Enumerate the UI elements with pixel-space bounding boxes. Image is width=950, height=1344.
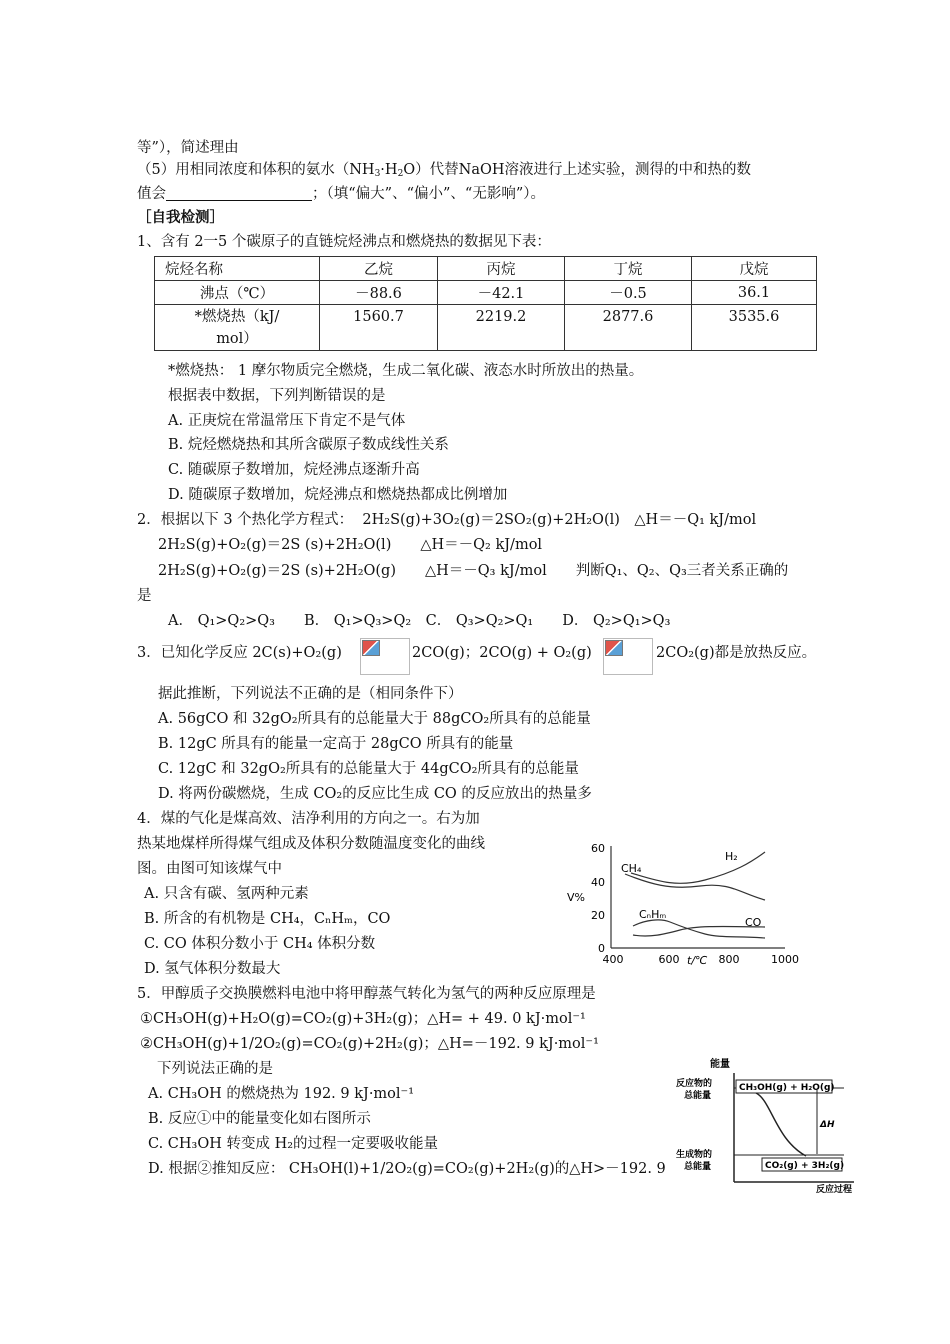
q2-stem (137, 510, 756, 530)
text: O）代替NaOH溶液进行上述实验，测得的中和热的数 (403, 162, 752, 178)
y-tick-label: 60 (591, 842, 605, 855)
table-cell: 2877.6 (565, 305, 692, 351)
reaction-arrow-image (603, 638, 653, 675)
x-axis-label: t/℃ (687, 954, 708, 967)
reaction-curve (756, 1093, 806, 1156)
table-cell: 丁烷 (565, 257, 692, 281)
q3-stem-b: 2CO(g)；2CO(g) + O₂(g) (412, 645, 592, 661)
q5-reaction-1: ①CH₃OH(g)+H₂O(g)=CO₂(g)+3H₂(g)；△H= + 49. 0 kJ·mol⁻¹ (140, 1011, 586, 1027)
section-title: ［自我检测］ (137, 209, 224, 226)
x-axis-label: 反应过程 (816, 1185, 853, 1195)
q2-equation-1: 2H₂S(g)+3O₂(g)＝2SO₂(g)+2H₂O(l) △H＝－Q₁ kJ/mol (362, 512, 757, 528)
q5-stem: 5．甲醇质子交换膜燃料电池中将甲醇蒸气转化为氢气的两种反应原理是 (137, 986, 596, 1002)
table-cell: －0.5 (565, 281, 692, 305)
x-tick-label: 600 (658, 953, 680, 966)
q5-option-d: D. 根据②推知反应： CH₃OH(l)+1/2O₂(g)=CO₂(g)+2H₂(g)的△H>－192. 9 (148, 1161, 666, 1177)
q1-stem: 1、含有 2一5 个碳原子的直链烷烃沸点和燃烧热的数据见下表： (137, 234, 551, 250)
table-row (155, 305, 817, 351)
q3-ask: 据此推断，下列说法不正确的是（相同条件下） (158, 686, 463, 702)
reactant-label: 总能量 (684, 1091, 712, 1101)
q1-option-d: D. 随碳原子数增加，烷烃沸点和燃烧热都成比例增加 (168, 487, 508, 503)
energy-diagram (676, 1055, 866, 1200)
q4-option-a: A. 只含有碳、氢两种元素 (144, 886, 309, 902)
table-cell (155, 305, 320, 351)
alkane-data-table (154, 256, 817, 351)
q1-option-b: B. 烷烃燃烧热和其所含碳原子数成线性关系 (168, 437, 449, 453)
delta-h-label: ΔH (820, 1120, 835, 1130)
product-label: 总能量 (684, 1162, 712, 1172)
q4-stem-1: 4．煤的气化是煤高效、洁净利用的方向之一。右为加 (137, 811, 480, 827)
table-row (155, 281, 817, 305)
y-tick-label: 0 (598, 942, 605, 955)
q2-equation-3-tail: 是 (137, 588, 152, 604)
q1-option-c: C. 随碳原子数增加，烷烃沸点逐渐升高 (168, 462, 420, 478)
question-5-stem: （5）用相同浓度和体积的氨水$(NH_3\cdot H_2O)$代替NaOH溶液进行上述实验，测得的中和热的数 (137, 162, 752, 179)
series-label-h2: H₂ (725, 850, 738, 863)
y-axis-label: 能量 (710, 1059, 730, 1070)
q1-option-a: A. 正庚烷在常温常压下肯定不是气体 (168, 413, 406, 429)
table-cell: 3535.6 (692, 305, 817, 351)
series-label-ch4: CH₄ (621, 862, 642, 875)
q3-option-c: C. 12gC 和 32gO₂所具有的总能量大于 44gCO₂所具有的总能量 (158, 761, 579, 777)
text: mol） (216, 330, 258, 347)
q3-option-a: A. 56gCO 和 32gO₂所具有的总能量大于 88gCO₂所具有的总能量 (158, 711, 591, 727)
text: ·H (380, 162, 398, 178)
y-tick-label: 20 (591, 909, 605, 922)
text: ；（填“偏大”、“偏小”、“无影响”）。 (312, 186, 545, 202)
table-cell: 烷烃名称 (155, 257, 320, 281)
product-formula: CO₂(g) + 3H₂(g) (765, 1161, 845, 1171)
x-tick-label: 800 (718, 953, 740, 966)
q4-stem-2: 热某地煤样所得煤气组成及体积分数随温度变化的曲线 (137, 836, 485, 852)
q5-option-b: B. 反应①中的能量变化如右图所示 (148, 1111, 371, 1127)
broken-image-icon (362, 640, 380, 656)
series-label-cnhm: CₙHₘ (639, 908, 667, 921)
intro-line1: 等”），简述理由 (137, 140, 239, 156)
table-cell: 2219.2 (438, 305, 565, 351)
question-5-answer-line (137, 184, 545, 204)
q4-option-b: B. 所含的有机物是 CH₄，CₙHₘ，CO (144, 911, 391, 927)
series-h2-line (631, 852, 765, 883)
coal-gas-composition-chart (565, 838, 810, 970)
y-axis-label: V% (567, 891, 585, 904)
q3-stem-a: 3．已知化学反应 2C(s)+O₂(g) (137, 645, 342, 661)
q3-option-b: B. 12gC 所具有的能量一定高于 28gCO 所具有的能量 (158, 736, 514, 752)
q3-option-d: D. 将两份碳燃烧，生成 CO₂的反应比生成 CO 的反应放出的热量多 (158, 786, 592, 802)
q4-option-d: D. 氢气体积分数最大 (144, 961, 281, 977)
q5-option-c: C. CH₃OH 转变成 H₂的过程一定要吸收能量 (148, 1136, 439, 1152)
reaction-arrow-image (360, 638, 410, 675)
text: *燃烧热（kJ/ (194, 308, 280, 325)
q5-ask: 下列说法正确的是 (157, 1061, 273, 1077)
reactant-label: 反应物的 (676, 1079, 713, 1089)
table-cell: 丙烷 (438, 257, 565, 281)
q4-option-c: C. CO 体积分数小于 CH₄ 体积分数 (144, 936, 376, 952)
q2-equation-2: 2H₂S(g)+O₂(g)＝2S (s)+2H₂O(l) △H＝－Q₂ kJ/mol (158, 537, 543, 553)
reactant-formula: CH₃OH(g) + H₂O(g) (739, 1083, 835, 1093)
y-tick-label: 40 (591, 876, 605, 889)
answer-blank[interactable] (166, 185, 312, 201)
q1-note: *燃烧热： 1 摩尔物质完全燃烧，生成二氧化碳、液态水时所放出的热量。 (168, 363, 644, 379)
table-cell: －42.1 (438, 281, 565, 305)
q2-equation-3: 2H₂S(g)+O₂(g)＝2S (s)+2H₂O(g) △H＝－Q₃ kJ/mol 判断Q₁、Q₂、Q₃三者关系正确的 (158, 563, 789, 579)
table-cell: 戊烷 (692, 257, 817, 281)
x-tick-label: 1000 (771, 953, 799, 966)
q2-options: A． Q₁>Q₂>Q₃ B． Q₁>Q₃>Q₂ C． Q₃>Q₂>Q₁ D． Q₂>Q₁>Q₃ (168, 613, 671, 629)
q5-reaction-2: ②CH₃OH(g)+1/2O₂(g)=CO₂(g)+2H₂(g)；△H=－192. 9 kJ·mol⁻¹ (140, 1036, 599, 1052)
q5-option-a: A. CH₃OH 的燃烧热为 192. 9 kJ·mol⁻¹ (148, 1086, 415, 1102)
text: （5）用相同浓度和体积的氨水（NH (137, 162, 375, 178)
table-row (155, 257, 817, 281)
product-label: 生成物的 (676, 1150, 713, 1160)
q3-stem-c: 2CO₂(g)都是放热反应。 (656, 645, 817, 661)
x-tick-label: 400 (602, 953, 624, 966)
broken-image-icon (605, 640, 623, 656)
text: 值会 (137, 186, 166, 202)
table-cell: 沸点（℃） (155, 281, 320, 305)
table-cell: 36.1 (692, 281, 817, 305)
table-cell: 1560.7 (320, 305, 438, 351)
text: 2．根据以下 3 个热化学方程式： (137, 512, 354, 528)
series-label-co: CO (745, 916, 762, 929)
q1-ask: 根据表中数据，下列判断错误的是 (168, 388, 386, 404)
table-cell: 乙烷 (320, 257, 438, 281)
table-cell: －88.6 (320, 281, 438, 305)
q4-stem-3: 图。由图可知该煤气中 (137, 861, 282, 877)
